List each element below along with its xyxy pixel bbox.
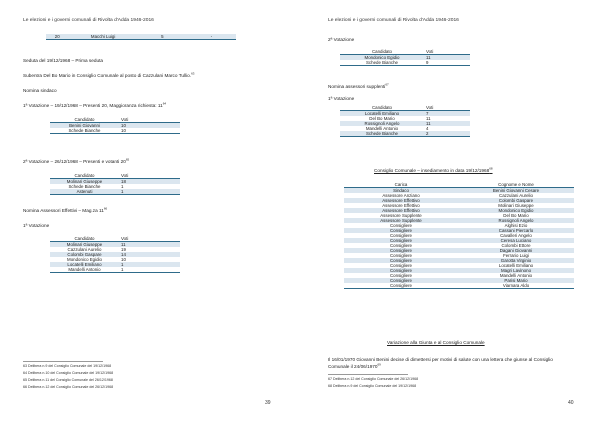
- votazione-1-title: 1ª Votazione: [328, 96, 355, 101]
- text-span: 1ª Votazione – 19/12/1968 – Presenti 20, Maggioranza richiesta: 11: [23, 103, 163, 108]
- table-cell: Assessore Effettivo: [344, 203, 458, 208]
- table-cell: Garotta Virginio: [458, 258, 574, 263]
- table-cell: Sindaco: [344, 188, 458, 194]
- table-cell: Rossignoli Angelo: [340, 121, 424, 126]
- seduta-line: Seduta del 19/12/1968 – Prima seduta: [23, 58, 104, 63]
- table-cell: Molinari Giuseppe: [50, 242, 119, 248]
- votazione-2-table: [340, 49, 470, 66]
- table-cell: Schede Bianche: [50, 184, 119, 189]
- nomina-sindaco: Nomina sindaco: [23, 88, 57, 93]
- table-cell: 7: [424, 111, 470, 117]
- table-cell: Molinari Giuseppe: [50, 179, 119, 185]
- table-cell: Locatelli Emiliano: [340, 111, 424, 117]
- table-cell: Consigliere: [344, 283, 458, 289]
- table-cell: Candidato: [340, 105, 424, 111]
- subentro-line: [23, 73, 194, 79]
- table-cell: Consigliere: [344, 238, 458, 243]
- footnote: 68 Delibera n.9 del Consiglio Comunale del 19/12/1968: [328, 384, 417, 388]
- table-cell: Locatelli Emiliano: [50, 262, 119, 267]
- table-row: [50, 128, 180, 134]
- right-page: [300, 0, 600, 424]
- table-cell: Viarnara Aldo: [458, 283, 574, 289]
- table-cell: Consigliere: [344, 278, 458, 283]
- table-cell: 11: [424, 121, 470, 126]
- dimissioni-paragraph: [328, 356, 574, 370]
- table-cell: 9: [424, 60, 470, 66]
- table-cell: Colombi Gaspare: [50, 252, 119, 257]
- table-cell: Assessore Supplente: [344, 213, 458, 218]
- votazione-1-table: [50, 117, 180, 134]
- table-cell: Assessore Anziano: [344, 193, 458, 198]
- table-cell: Consigliere: [344, 233, 458, 238]
- table-cell: Candidato: [50, 173, 119, 179]
- table-row: [46, 34, 236, 40]
- table-row: [344, 283, 574, 289]
- table-row: [340, 131, 470, 137]
- table-cell: 11: [424, 55, 470, 61]
- table-cell: Schede Bianche: [50, 128, 119, 134]
- table-cell: Voti: [119, 236, 180, 242]
- table-cell: Mandelli Antonio: [50, 267, 119, 273]
- table-cell: Astenuti: [50, 189, 119, 195]
- text-span: 2ª Votazione – 26/12/1968 – Presenti e votanti 20: [23, 159, 126, 164]
- table-row: [340, 60, 470, 66]
- footnote-ref: 63: [191, 71, 195, 76]
- table-cell: 10: [119, 123, 180, 129]
- assessori-line: [23, 208, 107, 214]
- footnote-ref: 66: [103, 206, 108, 211]
- table-cell: Mandelli Antonio: [458, 273, 574, 278]
- top-row-table: [46, 34, 236, 40]
- table-cell: Consigliere: [344, 253, 458, 258]
- footnote: 65 Delibera n.11 del Consiglio Comunale del 26/12/1968: [23, 378, 113, 382]
- votazione-3-title: 1ª Votazione: [23, 223, 50, 228]
- table-cell: Dagani Giovanni: [458, 248, 574, 253]
- table-cell: Cazzulani Aurelio: [50, 247, 119, 252]
- table-cell: Assessore Supplente: [344, 218, 458, 223]
- votazione-1-title: [23, 103, 166, 109]
- votazione-2-title: [23, 159, 129, 165]
- table-cell: Voti: [424, 49, 470, 55]
- table-cell: Consigliere: [344, 263, 458, 268]
- table-cell: Candidato: [340, 49, 424, 55]
- running-header: Le elezioni e i governi comunali di Rivolta d'Adda 1946-2016: [23, 18, 154, 23]
- table-cell: Mondonico Egidio: [50, 257, 119, 262]
- table-cell: Assessore Effettivo: [344, 208, 458, 213]
- table-cell: Rossignoli Angelo: [458, 218, 574, 223]
- footnote: 67 Delibera n.12 del Consiglio Comunale del 26/12/1968: [328, 377, 419, 381]
- footnote-rule: [23, 361, 103, 362]
- table-cell: Parisi Mario: [458, 278, 574, 283]
- table-cell: Schede Bianche: [340, 131, 424, 137]
- table-cell: Consigliere: [344, 248, 458, 253]
- table-cell: Mondonico Egidio: [340, 55, 424, 61]
- table-cell: Alghisi Ezio: [458, 223, 574, 228]
- supplenti-line: [328, 84, 389, 90]
- table-cell: Colombi Gaspare: [458, 198, 574, 203]
- table-cell: Consigliere: [344, 243, 458, 248]
- table-cell: Schede Bianche: [340, 60, 424, 66]
- page-number: 40: [568, 400, 574, 406]
- table-cell: -: [187, 34, 236, 40]
- footnote-ref: 67: [385, 82, 389, 87]
- footnote: 64 Delibera n.10 del Consiglio Comunale del 19/12/1968: [23, 371, 114, 375]
- table-cell: 4: [424, 126, 470, 131]
- table-cell: Cazzulani Aurelio: [458, 193, 574, 198]
- table-cell: Assessore Effettivo: [344, 198, 458, 203]
- table-cell: 2: [424, 131, 470, 137]
- text-span: Nomina assessori supplenti: [328, 84, 386, 89]
- footnote: 63 Delibera n.9 del Consiglio Comunale del 19/12/1968: [23, 364, 112, 368]
- table-cell: Cognome e Nome: [458, 182, 574, 188]
- table-cell: Consigliere: [344, 268, 458, 273]
- council-table: [344, 182, 574, 289]
- variazione-title: Variazione alla Giunta e al Consiglio Comunale: [387, 340, 485, 345]
- table-cell: Voti: [119, 117, 180, 123]
- table-cell: Voti: [424, 105, 470, 111]
- footnote-ref: 69: [377, 362, 381, 367]
- running-header: Le elezioni e i governi comunali di Rivolta d'Adda 1946-2016: [328, 18, 459, 23]
- table-cell: 10: [119, 257, 180, 262]
- table-cell: Ceresa Luciano: [458, 238, 574, 243]
- footnote-rule: [328, 374, 408, 375]
- table-cell: 1: [119, 267, 180, 273]
- table-cell: Mondonico Egidio: [458, 208, 574, 213]
- table-cell: Consigliere: [344, 258, 458, 263]
- council-title: [374, 168, 493, 174]
- table-cell: Candidato: [50, 236, 119, 242]
- table-cell: Mandelli Antonio: [340, 126, 424, 131]
- footnote-ref: 64: [162, 101, 167, 106]
- table-cell: 10: [119, 128, 180, 134]
- text-span: Subentra Del Bo Mario in Consiglio Comunale al posto di Cazzulani Marco Tullio.: [23, 73, 192, 78]
- text-span: Il 16/01/1970 Giovanni Benini decise di dimettersi per motivi di salute con una lettera che giunse al Consiglio Comunale il 24/06/1970: [328, 357, 553, 369]
- votazione-3-table: [50, 236, 180, 273]
- table-cell: Benini Giovanni Cesare: [458, 188, 574, 194]
- table-cell: Del Bo Mario: [340, 116, 424, 121]
- table-cell: Colombi Ettore: [458, 243, 574, 248]
- votazione-2-table: [50, 173, 180, 195]
- footnote-ref: 65: [125, 157, 130, 162]
- table-cell: Molinari Giuseppe: [458, 203, 574, 208]
- footnote-ref: 68: [489, 166, 493, 171]
- text-span: Consiglio Comunale – insediamento in data 19/12/1968: [374, 168, 490, 173]
- table-cell: Ferrario Luigi: [458, 253, 574, 258]
- table-cell: Voti: [119, 173, 180, 179]
- table-cell: 1: [119, 184, 180, 189]
- table-cell: Locatelli Emiliano: [458, 263, 574, 268]
- table-cell: Macchi Luigi: [68, 34, 137, 40]
- table-cell: Consigliere: [344, 273, 458, 278]
- table-cell: Carica: [344, 182, 458, 188]
- table-cell: Benini Giovanni: [50, 123, 119, 129]
- table-row: [50, 189, 180, 195]
- table-cell: 19: [119, 247, 180, 252]
- table-cell: 1: [119, 189, 180, 195]
- text-span: Nomina Assessori Effettivi – Mag.za 11: [23, 208, 104, 213]
- table-cell: 20: [46, 34, 68, 40]
- table-row: [50, 267, 180, 273]
- votazione-2-title: 2ª Votazione: [328, 37, 355, 42]
- page-number: 39: [265, 400, 271, 406]
- table-cell: 14: [119, 252, 180, 257]
- table-cell: 5: [138, 34, 187, 40]
- votazione-1-table: [340, 105, 470, 137]
- table-cell: 1: [119, 262, 180, 267]
- footnote: 66 Delibera n.12 del Consiglio Comunale del 26/12/1968: [23, 385, 114, 389]
- table-cell: Cassani Piercarlo: [458, 228, 574, 233]
- table-cell: 11: [424, 116, 470, 121]
- table-cell: Magri Lavinono: [458, 268, 574, 273]
- table-cell: 18: [119, 179, 180, 185]
- table-cell: Del Bo Mario: [458, 213, 574, 218]
- table-cell: Candidato: [50, 117, 119, 123]
- table-cell: Consigliere: [344, 223, 458, 228]
- table-cell: Consigliere: [344, 228, 458, 233]
- table-cell: Cavalleri Angelo: [458, 233, 574, 238]
- table-cell: 11: [119, 242, 180, 248]
